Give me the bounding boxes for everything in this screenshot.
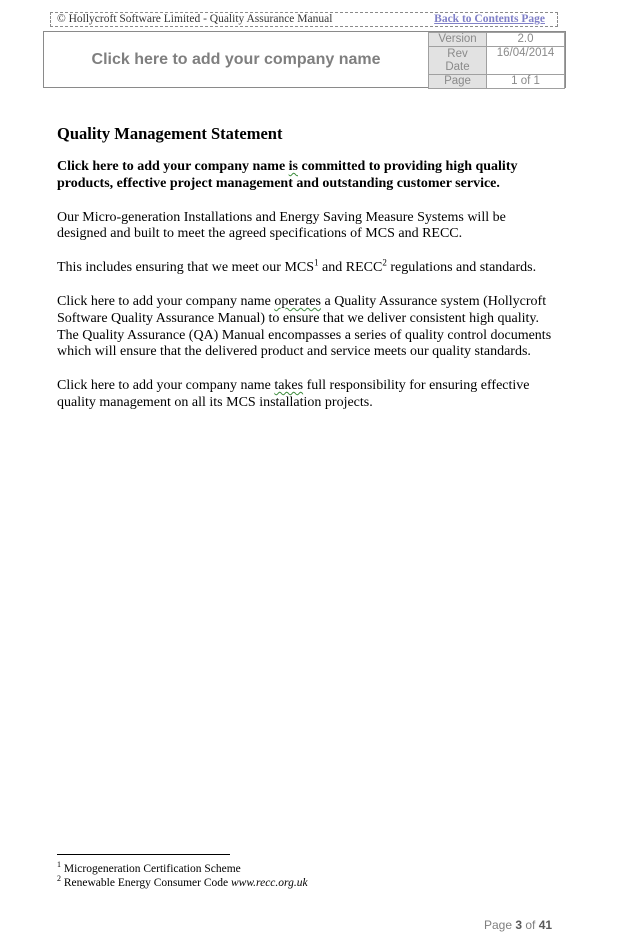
rev-date-value: 16/04/2014: [487, 47, 565, 75]
regulations-text-middle: and RECC: [318, 260, 383, 276]
version-label: Version: [429, 33, 487, 47]
footnote-2-number: 2: [57, 874, 61, 884]
page-total: 41: [538, 918, 553, 932]
company-name-field[interactable]: Click here to add your company name: [57, 159, 289, 174]
company-name-placeholder[interactable]: Click here to add your company name: [91, 50, 381, 68]
spelling-flag-word: operates: [274, 293, 321, 309]
spelling-flag-word: takes: [274, 378, 304, 394]
document-header-bar: [50, 12, 558, 27]
page-label: Page: [429, 75, 487, 89]
footnote-ref-2[interactable]: 2: [382, 257, 387, 268]
responsibility-text: full responsibility for ensuring effective quality management on all its MCS installation projects.: [57, 378, 530, 410]
qa-system-paragraph: [57, 294, 557, 361]
footnote-2: [57, 876, 557, 890]
company-name-field[interactable]: Click here to add your company name: [57, 293, 275, 309]
commitment-text: committed to providing high quality products, effective project management and outstanding customer service.: [57, 159, 518, 191]
footnote-1: [57, 862, 557, 876]
document-body: [57, 124, 557, 429]
footnote-1-text: Microgeneration Certification Scheme: [61, 863, 241, 875]
page-title: Quality Management Statement: [57, 124, 283, 143]
version-value: 2.0: [487, 33, 565, 47]
date-label: Date: [445, 60, 470, 73]
commitment-paragraph: [57, 159, 557, 193]
back-to-contents-link[interactable]: Back to Contents Page: [434, 13, 545, 25]
qa-system-text: a Quality Assurance system (Hollycroft Software Quality Assurance Manual) to ensure that we deliver consistent high quality. The Quality Assurance (QA) Manual encompasses a series of quality control documents which will ensure that the delivered product and service meets our quality standards.: [57, 293, 552, 360]
regulations-paragraph: [57, 257, 557, 277]
responsibility-paragraph: [57, 378, 557, 412]
rev-date-label: [429, 47, 487, 75]
rev-label: Rev: [447, 47, 468, 60]
page-value: 1 of 1: [487, 75, 565, 89]
systems-paragraph: Our Micro-generation Installations and Energy Saving Measure Systems will be designed and built to meet the agreed specifications of MCS and RECC.: [57, 209, 506, 242]
page-of: of: [522, 918, 539, 932]
spelling-flag-word: is: [288, 159, 298, 174]
document-meta-table: [428, 32, 565, 89]
page-prefix: Page: [484, 918, 516, 932]
page-number: [484, 918, 552, 932]
regulations-text-before: This includes ensuring that we meet our MCS: [57, 260, 315, 276]
page-current: 3: [515, 918, 523, 932]
footnote-ref-1[interactable]: 1: [314, 257, 319, 268]
footnote-1-number: 1: [57, 860, 61, 870]
company-header-box: [43, 31, 566, 88]
company-name-field[interactable]: Click here to add your company name: [57, 378, 275, 394]
copyright-text: © Hollycroft Software Limited - Quality Assurance Manual: [57, 13, 333, 25]
footnote-separator: [57, 854, 230, 855]
recc-url[interactable]: www.recc.org.uk: [231, 877, 308, 889]
footnotes: [57, 862, 557, 890]
footnote-2-text: Renewable Energy Consumer Code: [61, 877, 232, 889]
regulations-text-after: regulations and standards.: [386, 260, 537, 276]
